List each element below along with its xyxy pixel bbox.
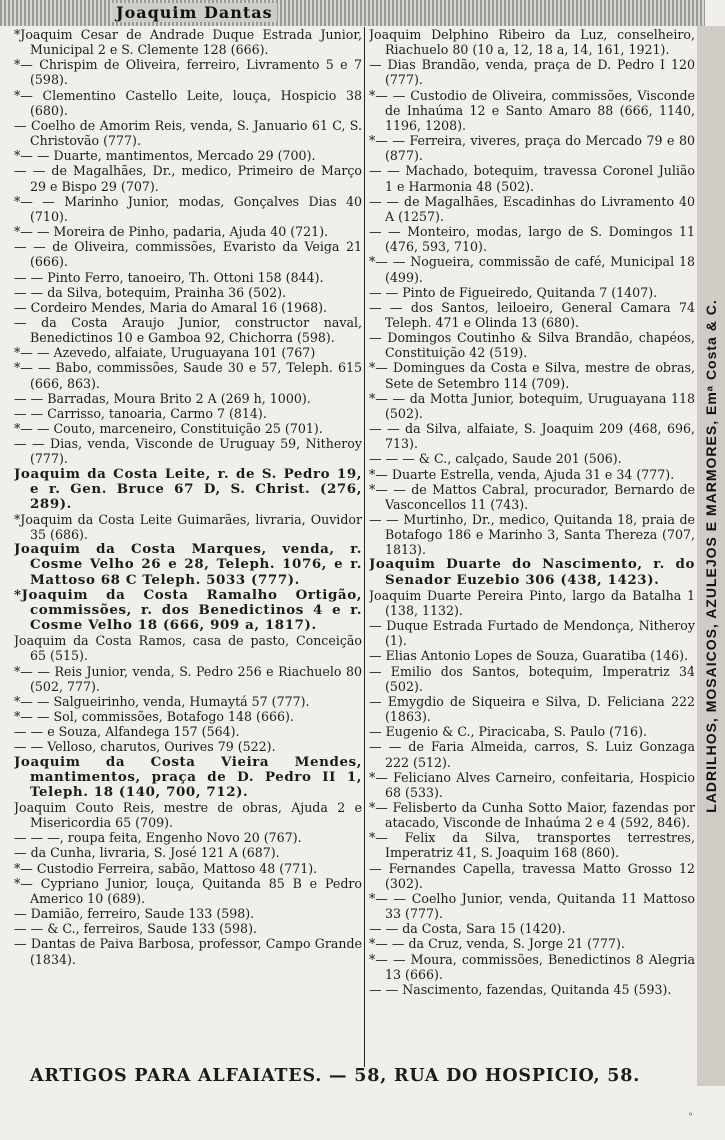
directory-entry: — — de Faria Almeida, carros, S. Luiz Gonzaga 222 (512). [369, 739, 695, 770]
directory-entry: — — Dias, venda, Visconde de Uruguay 59, Nitheroy (777). [14, 436, 362, 467]
directory-entry: *— — de Mattos Cabral, procurador, Bernardo de Vasconcellos 11 (743). [369, 481, 695, 512]
directory-entry: — Emygdio de Siqueira e Silva, D. Feliciana 222 (1863). [369, 693, 695, 725]
directory-entry: — — Nascimento, fazendas, Quitanda 45 (593). [369, 981, 672, 997]
directory-entry: — da Costa Araujo Junior, constructor naval, Benedictinos 10 e Gamboa 92, Chichorra (598). [14, 314, 362, 346]
directory-entry: *— Feliciano Alves Carneiro, confeitaria, Hospicio 68 (533). [369, 769, 695, 800]
directory-entry: — — & C., ferreiros, Saude 133 (598). [14, 921, 257, 937]
directory-entry: — — Velloso, charutos, Ourives 79 (522). [14, 739, 276, 755]
directory-entry: — — Machado, botequim, travessa Coronel Julião 1 e Harmonia 48 (502). [369, 163, 695, 194]
directory-entry: — — Carrisso, tanoaria, Carmo 7 (814). [14, 405, 267, 421]
page-mark: ° [688, 1112, 693, 1123]
directory-entry: *— Cypriano Junior, louça, Quitanda 85 B e Pedro Americo 10 (689). [14, 875, 362, 906]
directory-entry: *Joaquim da Costa Ramalho Ortigão, commissões, r. dos Benedictinos 4 e r. Cosme Velho 18 (666, 909 a, 1817). [14, 586, 362, 634]
directory-entry: — — de Magalhães, Dr., medico, Primeiro de Março 29 e Bispo 29 (707). [14, 163, 362, 194]
right-column [369, 27, 695, 1067]
directory-entry: *Joaquim da Costa Leite Guimarães, livraria, Ouvidor 35 (686). [14, 512, 362, 543]
directory-entry: *— — da Motta Junior, botequim, Uruguayana 118 (502). [369, 390, 695, 421]
directory-entry: *— — Sol, commissões, Botafogo 148 (666). [14, 709, 294, 725]
directory-entry: — Domingos Coutinho & Silva Brandão, chapéos, Constituição 42 (519). [369, 330, 695, 361]
page-header [0, 0, 705, 26]
directory-entry: — — Barradas, Moura Brito 2 A (269 h, 1000). [14, 390, 311, 406]
side-advertisement-strip [697, 26, 725, 1086]
directory-entry: — — de Oliveira, commissões, Evaristo da Veiga 21 (666). [14, 239, 362, 270]
directory-entry: *— Custodio Ferreira, sabão, Mattoso 48 (771). [14, 860, 318, 876]
directory-entry: *— Domingues da Costa e Silva, mestre de obras, Sete de Setembro 114 (709). [369, 360, 695, 391]
directory-entry: *— Clementino Castello Leite, louça, Hospicio 38 (680). [14, 87, 362, 118]
side-advertisement-text: LADRILHOS, MOSAICOS, AZULEJOS E MARMORES, Emᵃ Costa & C. [703, 299, 719, 813]
directory-entry: *— — Duarte, mantimentos, Mercado 29 (700). [14, 148, 316, 164]
directory-entry: *— Felisberto da Cunha Sotto Maior, fazendas por atacado, Visconde de Inhaúma 2 e 4 (592, 846). [369, 799, 695, 831]
directory-entry: Joaquim Duarte Pereira Pinto, largo da Batalha 1 (138, 1132). [369, 587, 695, 618]
directory-entry: — Emilio dos Santos, botequim, Imperatriz 34 (502). [369, 663, 695, 694]
directory-entry: *— — da Cruz, venda, S. Jorge 21 (777). [369, 936, 625, 952]
directory-entry: Joaquim Duarte do Nascimento, r. do Senador Euzebio 306 (438, 1423). [369, 556, 695, 588]
directory-entry: Joaquim Couto Reis, mestre de obras, Ajuda 2 e Misericordia 65 (709). [14, 799, 362, 831]
directory-entry: — — Monteiro, modas, largo de S. Domingos 11 (476, 593, 710). [369, 224, 695, 255]
directory-entry: — Eugenio & C., Piracicaba, S. Paulo (716). [369, 724, 647, 740]
directory-entry: *— Chrispim de Oliveira, ferreiro, Livramento 5 e 7 (598). [14, 57, 362, 88]
directory-entry: — — de Magalhães, Escadinhas do Livramento 40 A (1257). [369, 193, 695, 224]
directory-entry: *— — Ferreira, viveres, praça do Mercado 79 e 80 (877). [369, 133, 695, 164]
directory-entry: *— — Nogueira, commissão de café, Municipal 18 (499). [369, 254, 695, 285]
directory-entry: *— Felix da Silva, transportes terrestres, Imperatriz 41, S. Joaquim 168 (860). [369, 830, 695, 861]
directory-entry: — Cordeiro Mendes, Maria do Amaral 16 (1968). [14, 299, 328, 315]
directory-entry: *— — Azevedo, alfaiate, Uruguayana 101 (767) [14, 345, 316, 361]
running-header-title: Joaquim Dantas [112, 3, 277, 22]
directory-entry: — Damião, ferreiro, Saude 133 (598). [14, 906, 255, 922]
directory-entry: *— — Moura, commissões, Benedictinos 8 Alegria 13 (666). [369, 951, 695, 982]
directory-entry: — — da Silva, botequim, Prainha 36 (502). [14, 284, 287, 300]
directory-entry: *— — Marinho Junior, modas, Gonçalves Dias 40 (710). [14, 193, 362, 224]
directory-entry: — — dos Santos, leiloeiro, General Camara 74 Teleph. 471 e Olinda 13 (680). [369, 299, 695, 330]
directory-entry: — — — & C., calçado, Saude 201 (506). [369, 451, 622, 467]
directory-entry: *Joaquim Cesar de Andrade Duque Estrada Junior, Municipal 2 e S. Clemente 128 (666). [14, 27, 362, 58]
directory-entry: — Fernandes Capella, travessa Matto Grosso 12 (302). [369, 860, 695, 891]
directory-entry: Joaquim Delphino Ribeiro da Luz, conselheiro, Riachuelo 80 (10 a, 12, 18 a, 14, 161, 1921). [369, 27, 695, 58]
directory-entry: — — da Costa, Sara 15 (1420). [369, 921, 566, 937]
directory-entry: — — —, roupa feita, Engenho Novo 20 (767). [14, 830, 302, 846]
directory-entry: — Elias Antonio Lopes de Souza, Guaratiba (146). [369, 648, 689, 664]
directory-entry: Joaquim da Costa Marques, venda, r. Cosme Velho 26 e 28, Teleph. 1076, e r. Mattoso 68 C Teleph. 5033 (777). [14, 541, 362, 588]
directory-entry: *— — Couto, marceneiro, Constituição 25 (701). [14, 421, 323, 437]
directory-entry: *— Duarte Estrella, venda, Ajuda 31 e 34 (777). [369, 466, 675, 482]
directory-entry: *— — Salgueirinho, venda, Humaytá 57 (777). [14, 693, 310, 709]
left-column [14, 27, 362, 1067]
directory-entry: — Duque Estrada Furtado de Mendonça, Nitheroy (1). [369, 618, 695, 649]
directory-entry: *— — Babo, commissões, Saude 30 e 57, Teleph. 615 (666, 863). [14, 360, 362, 391]
directory-entry: Joaquim da Costa Vieira Mendes, mantimentos, praça de D. Pedro II 1, Teleph. 18 (140, 700, 712). [14, 753, 362, 800]
directory-entry: — da Cunha, livraria, S. José 121 A (687). [14, 845, 280, 861]
directory-entry: — Coelho de Amorim Reis, venda, S. Januario 61 C, S. Christovão (777). [14, 117, 362, 149]
directory-entry: — Dias Brandão, venda, praça de D. Pedro I 120 (777). [369, 57, 695, 88]
directory-entry: Joaquim da Costa Leite, r. de S. Pedro 19, e r. Gen. Bruce 67 D, S. Christ. (276, 289). [14, 465, 362, 512]
footer-advertisement: ARTIGOS PARA ALFAIATES. — 58, RUA DO HOSPICIO, 58. [30, 1066, 641, 1086]
directory-entry: *— — Moreira de Pinho, padaria, Ajuda 40 (721). [14, 224, 329, 240]
directory-entry: *— — Reis Junior, venda, S. Pedro 256 e Riachuelo 80 (502, 777). [14, 663, 362, 694]
directory-entry: — — da Silva, alfaiate, S. Joaquim 209 (468, 696, 713). [369, 421, 695, 452]
directory-entry: — Dantas de Paiva Barbosa, professor, Campo Grande (1834). [14, 936, 362, 967]
directory-entry: *— — Coelho Junior, venda, Quitanda 11 Mattoso 33 (777). [369, 890, 695, 922]
directory-entry: *— — Custodio de Oliveira, commissões, Visconde de Inhaúma 12 e Santo Amaro 88 (666, 1140, 1196, 1208). [369, 87, 695, 133]
directory-entry: Joaquim da Costa Ramos, casa de pasto, Conceição 65 (515). [14, 633, 362, 664]
directory-entry: — — e Souza, Alfandega 157 (564). [14, 724, 240, 740]
column-divider [364, 27, 365, 1067]
directory-entry: — — Pinto de Figueiredo, Quitanda 7 (1407). [369, 284, 658, 300]
directory-entry: — — Pinto Ferro, tanoeiro, Th. Ottoni 158 (844). [14, 269, 324, 285]
directory-entry: — — Murtinho, Dr., medico, Quitanda 18, praia de Botafogo 186 e Marinho 3, Santa Thereza (707, 1813). [369, 512, 695, 558]
